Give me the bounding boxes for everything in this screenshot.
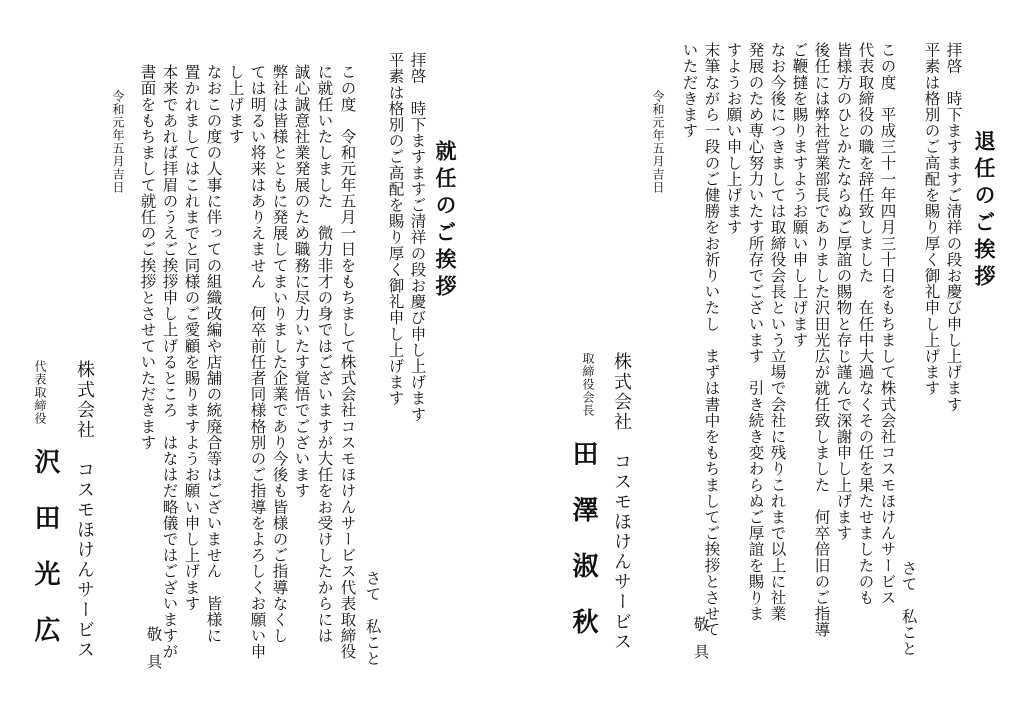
right-body-line-6: なお今後につきましては取締役会長という立場で会社に残りこれまで以上に社業 <box>768 42 787 622</box>
right-body-line-2: 代表取締役の職を辞任致しました 在任中大過なくその任を果たせましたのも <box>856 42 875 606</box>
right-name: 田澤淑秋 <box>568 440 598 664</box>
left-closing: 敬具 <box>144 626 163 681</box>
right-date: 令和元年五月吉日 <box>651 90 665 194</box>
left-greeting: 拝啓 時下ますますご清祥の段お慶び申し上げます <box>408 52 427 423</box>
right-body-line-0: さて 私こと <box>899 560 918 657</box>
left-body-line-0: さて 私こと <box>363 570 382 667</box>
right-greeting: 拝啓 時下ますますご清祥の段お慶び申し上げます <box>944 42 963 413</box>
right-title: 退任のご挨拶 <box>972 130 997 292</box>
left-name: 沢田光広 <box>30 448 60 672</box>
left-body-line-8: 置かれましてはこれまでと同様のご愛顧を賜りますようお願い申し上げます <box>182 64 201 612</box>
right-letter <box>512 0 1024 719</box>
right-body-line-4: 後任には弊社営業部長でありました沢田光広が就任致しました 何卒倍旧のご指導 <box>812 42 831 638</box>
right-body-line-8: すようお願い申し上げます <box>724 42 743 236</box>
left-body-line-7: なおこの度の人事に伴っての組織改編や店舗の統廃合等はございません 皆様に <box>204 64 223 644</box>
left-date: 令和元年五月吉日 <box>111 90 125 194</box>
right-body-line-7: 発展のため専心努力いたす所存でございます 引き続き変わらぬご厚誼を賜りま <box>746 42 765 622</box>
left-body-line-10: 書面をもちまして就任のご挨拶とさせていただきます <box>138 64 157 451</box>
left-body-line-1: この度 令和元年五月一日をもちまして株式会社コスモほけんサービス代表取締役 <box>338 64 357 660</box>
left-body-line-9: 本来であれば拝眉のうえご挨拶申し上げるところ はなはだ略儀ではございますが <box>160 64 179 660</box>
right-closing: 敬具 <box>691 616 710 671</box>
left-role: 代表取締役 <box>33 360 47 425</box>
left-greeting2: 平素は格別のご高配を賜り厚く御礼申し上げます <box>386 52 405 407</box>
left-body-line-6: し上げます <box>226 64 245 145</box>
left-body-line-5: ては明るい将来はありえません 何卒前任者同様格別のご指導をよろしくお願い申 <box>248 64 267 660</box>
right-greeting2: 平素は格別のご高配を賜り厚く御礼申し上げます <box>922 42 941 397</box>
left-body-line-3: 誠心誠意社業発展のため職務に尽力いたす覚悟でございます <box>292 64 311 499</box>
left-body-line-2: に就任いたしました 微力非才の身ではございますが大任をお受けしたからには <box>315 64 334 644</box>
right-body-line-10: いただきます <box>680 42 699 139</box>
right-role: 取締役会長 <box>581 352 595 417</box>
left-company: 株式会社 コスモほけんサービス <box>74 360 95 660</box>
right-company: 株式会社 コスモほけんサービス <box>611 352 632 652</box>
right-body-line-3: 皆様方のひとかたならぬご厚誼の賜物と存じ謹んで深謝申し上げます <box>834 42 853 542</box>
right-body-line-5: ご鞭撻を賜りますようお願い申し上げます <box>790 42 809 348</box>
right-body-line-9: 末筆ながら一段のご健勝をお祈りいたし まずは書中をもちましてご挨拶とさせて <box>702 42 721 638</box>
left-body-line-4: 弊社は皆様とともに発展してまいりました企業であり今後も皆様のご指導なくし <box>270 64 289 644</box>
left-title: 就任のご挨拶 <box>433 140 458 302</box>
right-body-line-1: この度 平成三十一年四月三十日をもちまして株式会社コスモほけんサービス <box>878 42 897 606</box>
